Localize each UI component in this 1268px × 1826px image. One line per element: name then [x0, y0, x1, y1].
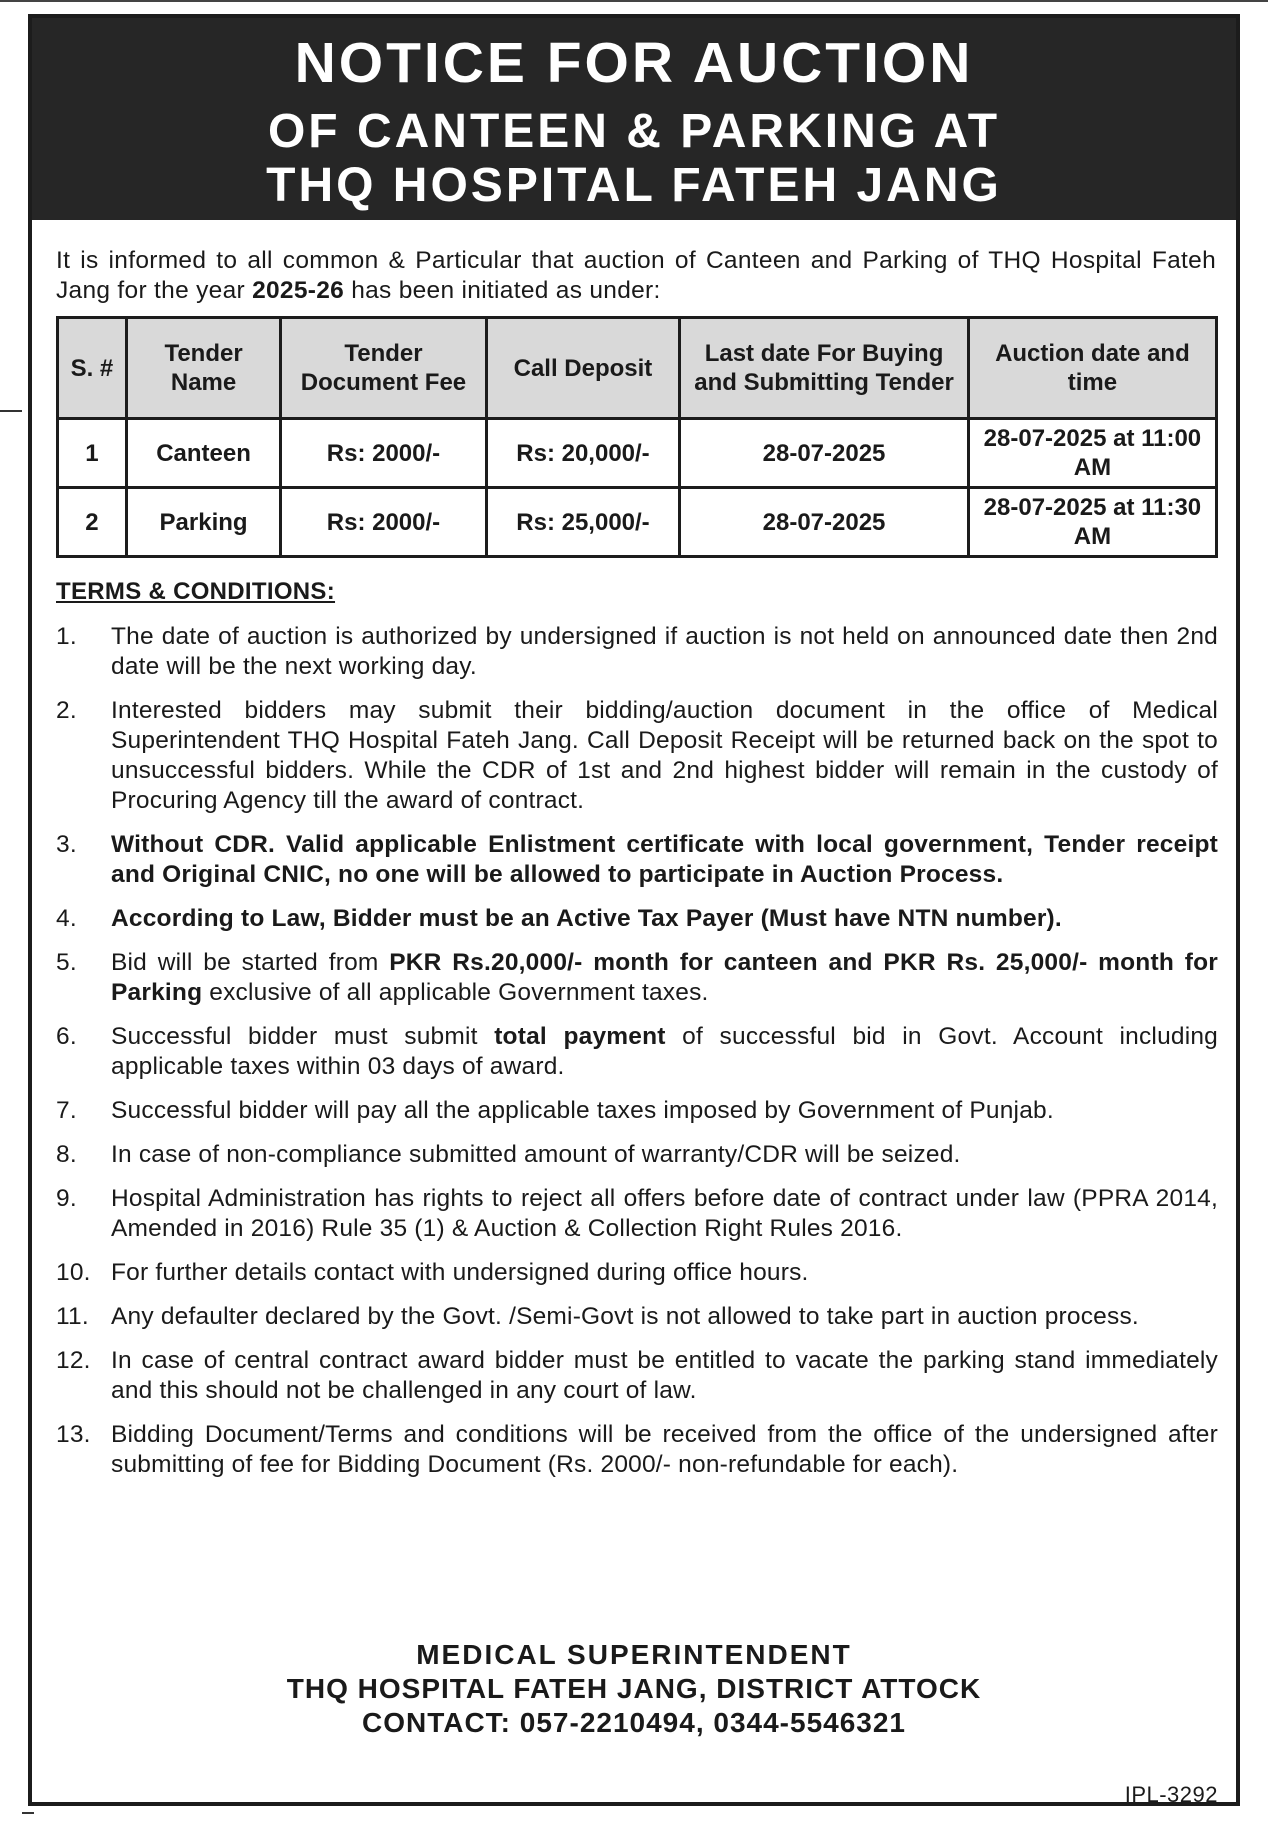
term-number: 7.	[56, 1097, 77, 1124]
term-text: Bid will be started from	[111, 949, 390, 976]
list-item	[56, 1346, 1218, 1406]
notice-header	[32, 18, 1236, 220]
notice-frame	[28, 14, 1240, 1806]
term-text: Interested bidders may submit their bidding/auction document in the office of Medical Superintendent THQ Hospital Fateh Jang. Call Deposit Receipt will be returned back on the spot to unsuccessful bidders. While the CDR of 1st and 2nd highest bidder will remain in the custody of Procuring Agency till the award of contract.	[111, 697, 1218, 814]
intro-text-after: has been initiated as under:	[344, 277, 661, 304]
cell-serial: 2	[58, 488, 127, 557]
signature-title: MEDICAL SUPERINTENDENT	[416, 1639, 852, 1670]
term-text: Hospital Administration has rights to reject all offers before date of contract under law (PPRA 2014, Amended in 2016) Rule 35 (1) & Auction & Collection Right Rules 2016.	[111, 1185, 1218, 1242]
terms-heading: TERMS & CONDITIONS:	[56, 578, 336, 605]
list-item	[56, 1096, 1218, 1126]
intro-paragraph	[56, 246, 1216, 306]
header-title: NOTICE FOR AUCTION	[294, 31, 974, 95]
term-number: 3.	[56, 831, 77, 858]
list-item	[56, 1140, 1218, 1170]
cell-tender-name: Parking	[126, 488, 280, 557]
cell-document-fee: Rs: 2000/-	[281, 419, 486, 488]
intro-text-before: It is informed to all common & Particular that auction of Canteen and Parking of THQ Hospital Fateh Jang for the year	[56, 247, 1216, 304]
cell-tender-name: Canteen	[126, 419, 280, 488]
list-item	[56, 622, 1218, 682]
term-text: In case of non-compliance submitted amount of warranty/CDR will be seized.	[111, 1141, 961, 1168]
term-number: 10.	[56, 1259, 91, 1286]
term-number: 1.	[56, 623, 77, 650]
left-edge-mark	[0, 410, 22, 412]
header-hospital: THQ HOSPITAL FATEH JANG	[266, 159, 1002, 212]
term-text: According to Law, Bidder must be an Active Tax Payer (Must have NTN number).	[111, 905, 1062, 932]
list-item	[56, 1302, 1218, 1332]
header-subtitle: OF CANTEEN & PARKING AT	[267, 105, 1001, 158]
term-text: exclusive of all applicable Government taxes.	[202, 979, 709, 1006]
term-text: The date of auction is authorized by undersigned if auction is not held on announced date then 2nd date will be the next working day.	[111, 623, 1218, 680]
cell-serial: 1	[58, 419, 127, 488]
reference-code: IPL-3292	[1124, 1782, 1218, 1807]
header-auction-date: Auction date and time	[968, 318, 1216, 419]
term-number: 11.	[56, 1303, 89, 1330]
top-edge-line	[0, 0, 1268, 2]
cell-auction-date: 28-07-2025 at 11:00 AM	[968, 419, 1216, 488]
term-number: 4.	[56, 905, 77, 932]
cell-call-deposit: Rs: 20,000/-	[486, 419, 680, 488]
term-number: 2.	[56, 697, 77, 724]
list-item	[56, 948, 1218, 1008]
term-number: 13.	[56, 1421, 91, 1448]
term-number: 9.	[56, 1185, 77, 1212]
cell-last-date: 28-07-2025	[680, 419, 969, 488]
table-row	[58, 488, 1217, 557]
header-serial: S. #	[58, 318, 127, 419]
list-item	[56, 1184, 1218, 1244]
term-text: In case of central contract award bidder must be entitled to vacate the parking stand immediately and this should not be challenged in any court of law.	[111, 1347, 1218, 1404]
term-text: PKR Rs.20,000/- month for canteen and PKR Rs. 25,000/- month for Parking	[111, 949, 1218, 1006]
tender-table	[56, 316, 1218, 558]
term-text: Bidding Document/Terms and conditions will be received from the office of the undersigned after submitting of fee for Bidding Document (Rs. 2000/- non-refundable for each).	[111, 1421, 1218, 1478]
bottom-left-edge-mark	[22, 1812, 34, 1814]
cell-document-fee: Rs: 2000/-	[281, 488, 486, 557]
signature-office: THQ HOSPITAL FATEH JANG, DISTRICT ATTOCK	[286, 1673, 982, 1704]
term-text: of successful bid in Govt. Account including applicable taxes within 03 days of award.	[111, 1023, 1219, 1080]
cell-call-deposit: Rs: 25,000/-	[486, 488, 680, 557]
list-item	[56, 904, 1218, 934]
term-text: Successful bidder must submit	[111, 1023, 495, 1050]
term-number: 5.	[56, 949, 77, 976]
signature-block	[32, 1638, 1236, 1740]
header-call-deposit: Call Deposit	[486, 318, 680, 419]
term-text: Any defaulter declared by the Govt. /Semi-Govt is not allowed to take part in auction process.	[111, 1303, 1139, 1330]
list-item	[56, 830, 1218, 890]
header-tender-name: Tender Name	[126, 318, 280, 419]
cell-last-date: 28-07-2025	[680, 488, 969, 557]
table-row	[58, 419, 1217, 488]
term-number: 6.	[56, 1023, 77, 1050]
header-document-fee: Tender Document Fee	[281, 318, 486, 419]
term-text: Without CDR. Valid applicable Enlistment certificate with local government, Tender receipt and Original CNIC, no one will be allowed to participate in Auction Process.	[111, 831, 1218, 888]
term-number: 8.	[56, 1141, 77, 1168]
header-last-date: Last date For Buying and Submitting Tender	[680, 318, 969, 419]
table-header-row	[58, 318, 1217, 419]
cell-auction-date: 28-07-2025 at 11:30 AM	[968, 488, 1216, 557]
list-item	[56, 1022, 1218, 1082]
term-number: 12.	[56, 1347, 91, 1374]
list-item	[56, 1258, 1218, 1288]
term-text: total payment	[494, 1023, 666, 1050]
term-text: Successful bidder will pay all the applicable taxes imposed by Government of Punjab.	[111, 1097, 1054, 1124]
list-item	[56, 696, 1218, 816]
term-text: For further details contact with undersigned during office hours.	[111, 1259, 809, 1286]
list-item	[56, 1420, 1218, 1480]
intro-year: 2025-26	[252, 277, 345, 304]
signature-contact: CONTACT: 057-2210494, 0344-5546321	[361, 1707, 906, 1738]
terms-list	[56, 622, 1218, 1494]
